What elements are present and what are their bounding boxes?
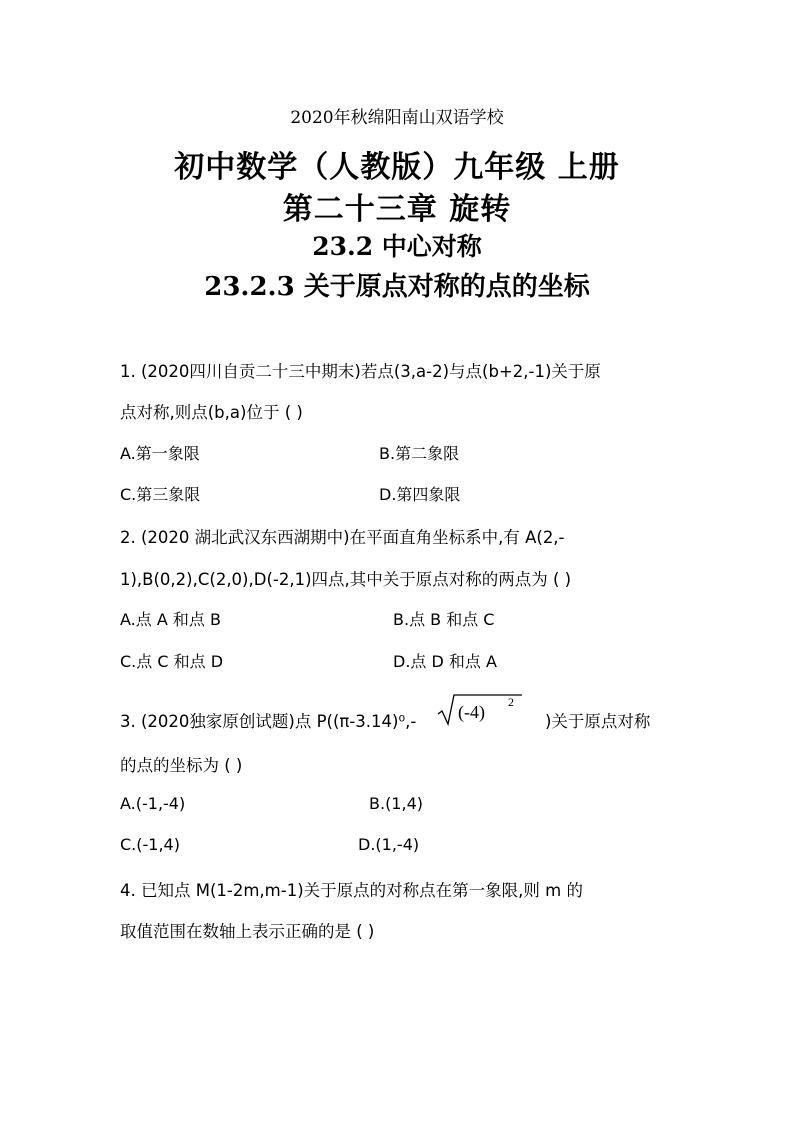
question-1-option-a: A.第一象限 — [120, 444, 200, 463]
section-title: 23.2 中心对称 — [312, 232, 482, 261]
question-1-line-2: 点对称,则点(b,a)位于 ( ) — [120, 403, 303, 422]
sqrt-expression: (-4) — [458, 702, 485, 722]
question-3-line-1-prefix: 3. (2020独家原创试题)点 P((π-3.14)⁰,- — [120, 712, 417, 731]
question-2-line-2: 1),B(0,2),C(2,0),D(-2,1)四点,其中关于原点对称的两点为 ( ) — [120, 570, 572, 589]
question-3-line-1-suffix: )关于原点对称 — [545, 712, 651, 731]
question-2-line-1: 2. (2020 湖北武汉东西湖期中)在平面直角坐标系中,有 A(2,- — [120, 528, 565, 547]
question-1-line-1: 1. (2020四川自贡二十三中期末)若点(3,a-2)与点(b+2,-1)关于原 — [120, 362, 601, 381]
question-3-option-b: B.(1,4) — [369, 794, 423, 813]
school-header: 2020年秋绵阳南山双语学校 — [290, 108, 504, 128]
course-title: 初中数学（人教版）九年级 上册 — [174, 150, 620, 185]
question-3-option-c: C.(-1,4) — [120, 835, 180, 854]
question-2-option-b: B.点 B 和点 C — [393, 610, 495, 629]
question-2-option-d: D.点 D 和点 A — [393, 652, 497, 671]
sqrt-radical-icon — [436, 690, 536, 730]
question-3-option-d: D.(1,-4) — [358, 835, 420, 854]
question-1-option-b: B.第二象限 — [379, 444, 460, 463]
chapter-title: 第二十三章 旋转 — [282, 192, 512, 227]
question-4-line-1: 4. 已知点 M(1-2m,m-1)关于原点的对称点在第一象限,则 m 的 — [120, 881, 583, 900]
question-2-option-a: A.点 A 和点 B — [120, 610, 221, 629]
subsection-title: 23.2.3 关于原点对称的点的坐标 — [204, 272, 590, 302]
question-2-option-c: C.点 C 和点 D — [120, 652, 224, 671]
question-3-option-a: A.(-1,-4) — [120, 794, 186, 813]
question-1-option-c: C.第三象限 — [120, 485, 201, 504]
question-3-line-2: 的点的坐标为 ( ) — [120, 756, 243, 775]
question-1-option-d: D.第四象限 — [379, 485, 461, 504]
sqrt-exponent: 2 — [508, 695, 514, 709]
question-4-line-2: 取值范围在数轴上表示正确的是 ( ) — [120, 922, 375, 941]
